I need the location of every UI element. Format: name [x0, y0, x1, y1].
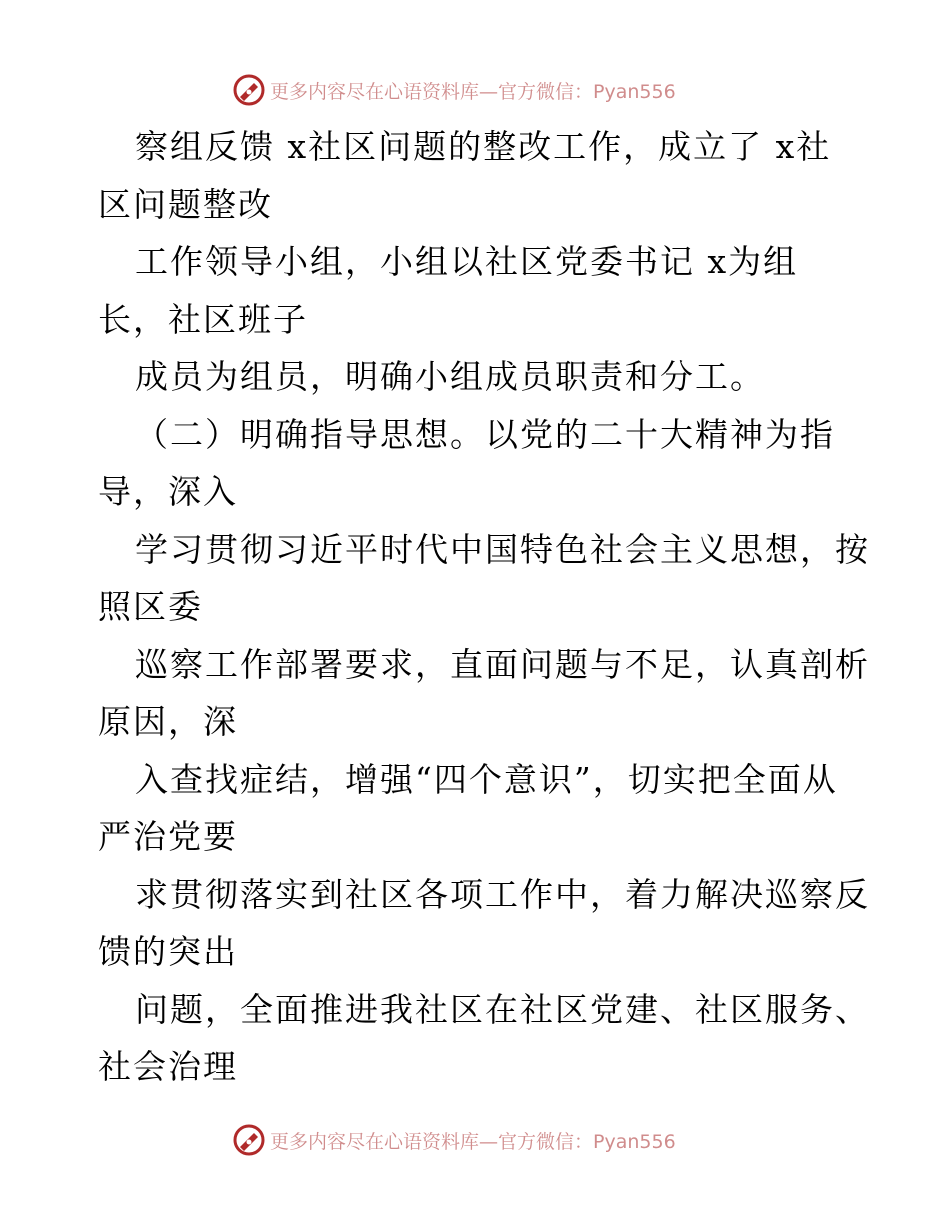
pen-nib-logo-icon: [232, 1123, 266, 1157]
body-line: 问题，全面推进我社区在社区党建、社区服务、: [135, 989, 870, 1029]
header-banner-wechat: 官方微信：Pyan556: [498, 80, 676, 103]
header-banner: [232, 72, 752, 108]
body-line: 长，社区班子: [98, 299, 308, 339]
body-line: 社会治理: [98, 1047, 238, 1086]
body-line: 严治党要: [98, 817, 238, 856]
body-line: 区问题整改: [98, 184, 273, 224]
body-line: 巡察工作部署要求，直面问题与不足，认真剖析: [135, 644, 870, 684]
header-banner-text: 更多内容尽在心语资料库—: [270, 80, 499, 103]
footer-banner: [232, 1122, 752, 1158]
body-line: （二）明确指导思想。以党的二十大精神为指: [135, 414, 835, 454]
body-line: 照区委: [98, 587, 203, 626]
footer-banner-text: 更多内容尽在心语资料库—: [270, 1130, 499, 1153]
body-line: 求贯彻落实到社区各项工作中，着力解决巡察反: [135, 874, 870, 914]
body-line: 工作领导小组，小组以社区党委书记 x为组: [135, 242, 799, 281]
body-line: 导，深入: [98, 472, 238, 511]
document-body: [98, 118, 878, 1096]
body-line: 察组反馈 x社区问题的整改工作，成立了 x社: [135, 127, 832, 166]
body-line: 学习贯彻习近平时代中国特色社会主义思想，按: [135, 529, 870, 569]
pen-nib-logo-icon: [232, 73, 266, 107]
body-line: 成员为组员，明确小组成员职责和分工。: [135, 357, 765, 396]
body-line: 入查找症结，增强“四个意识”，切实把全面从: [135, 759, 838, 799]
body-line: 馈的突出: [98, 932, 238, 971]
footer-banner-wechat: 官方微信：Pyan556: [498, 1130, 676, 1153]
body-line: 原因，深: [98, 702, 238, 741]
